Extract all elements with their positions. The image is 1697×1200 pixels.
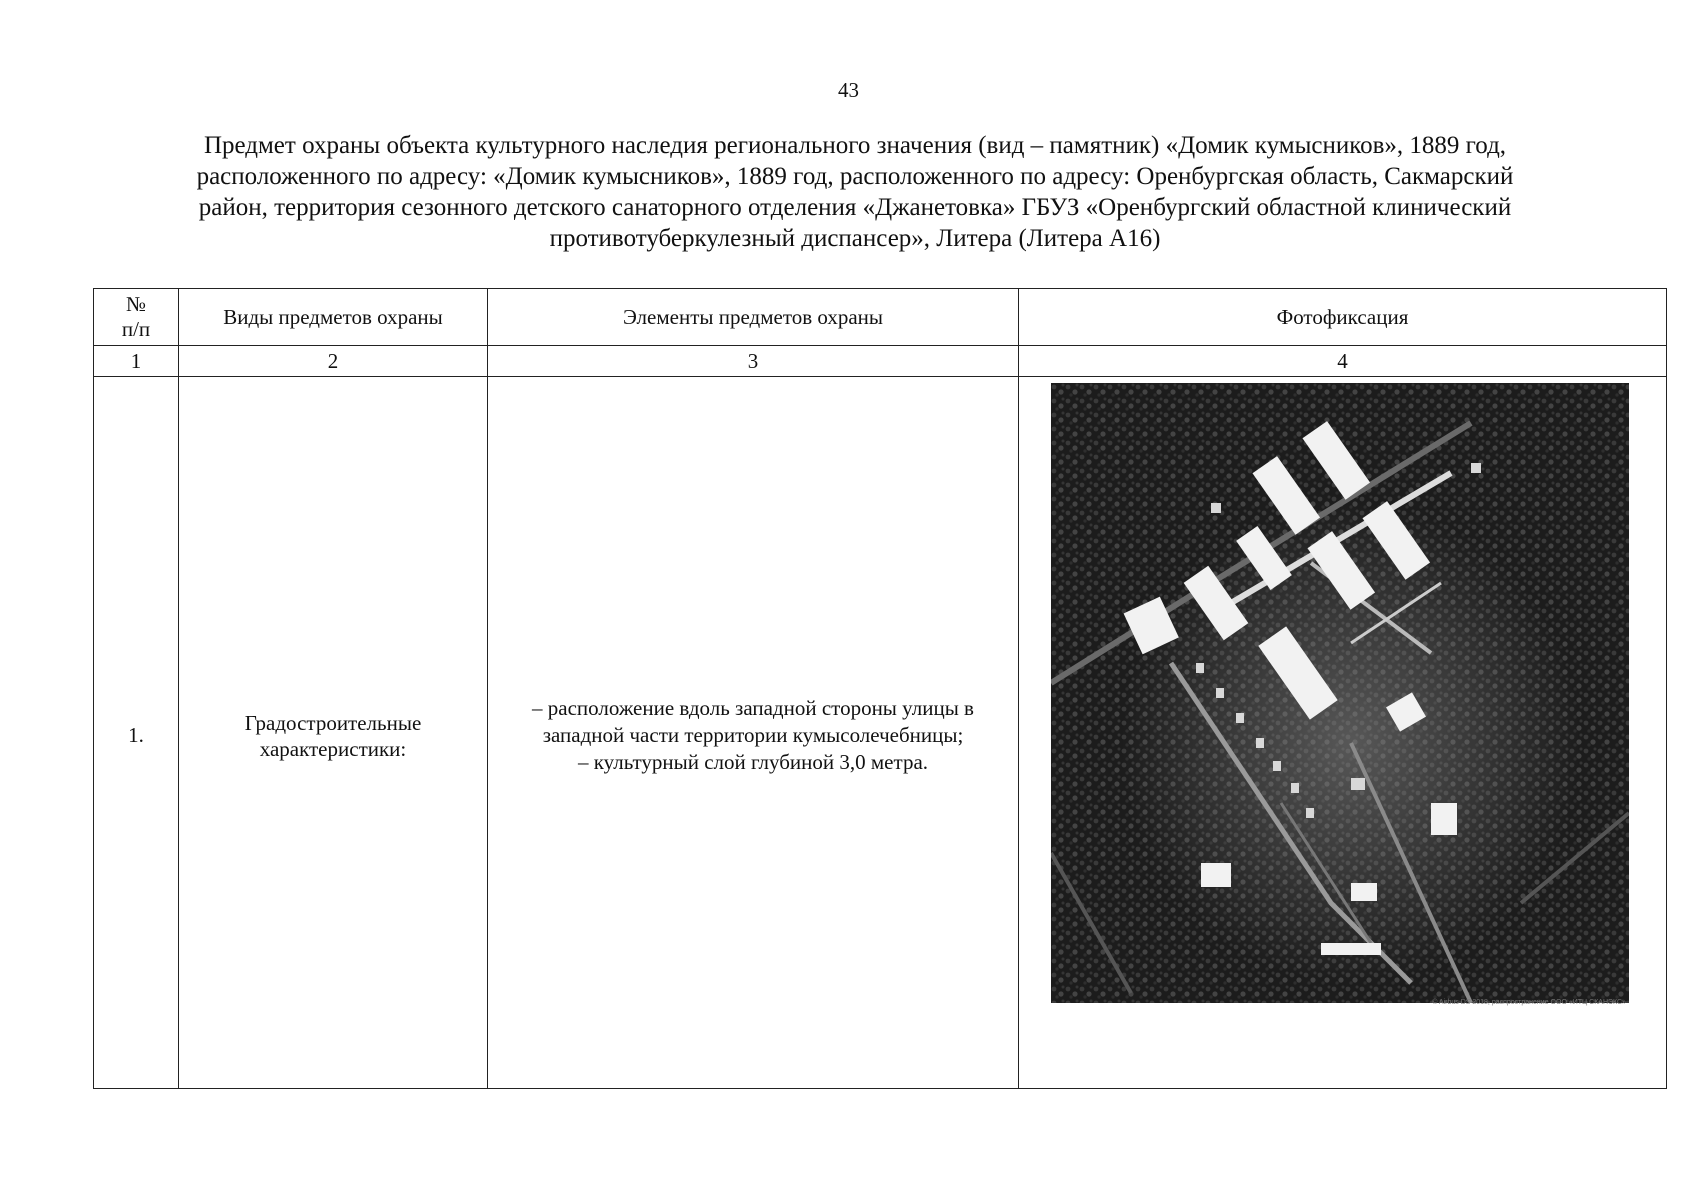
header-number bbox=[94, 289, 179, 346]
title-line: Предмет охраны объекта культурного наследия регионального значения (вид – памятник) «Домик кумысников», 1889 год, bbox=[203, 132, 1507, 159]
row-photo bbox=[1019, 377, 1667, 1089]
title-line: район, территория сезонного детского санаторного отделения «Джанетовка» ГБУЗ «Оренбургский областной клинический bbox=[198, 194, 1512, 221]
element-line: западной части территории кумысолечебницы; bbox=[542, 723, 964, 747]
column-number: 1 bbox=[94, 346, 179, 377]
row-elements bbox=[488, 377, 1019, 1089]
title-line: противотуберкулезный диспансер», Литера (Литера А16) bbox=[549, 225, 1161, 252]
element-line: – культурный слой глубиной 3,0 метра. bbox=[577, 750, 929, 774]
row-index: 1. bbox=[94, 377, 179, 1089]
page-number: 43 bbox=[838, 78, 859, 102]
column-number: 3 bbox=[488, 346, 1019, 377]
column-number: 4 bbox=[1019, 346, 1667, 377]
satellite-image-icon bbox=[1051, 383, 1629, 1003]
column-number: 2 bbox=[179, 346, 488, 377]
header-number-abbr: п/п bbox=[121, 317, 151, 341]
header-photo: Фотофиксация bbox=[1019, 289, 1667, 346]
header-elements: Элементы предметов охраны bbox=[488, 289, 1019, 346]
header-kind: Виды предметов охраны bbox=[179, 289, 488, 346]
row-kind: Градостроительные характеристики: bbox=[179, 377, 488, 1089]
table-row bbox=[94, 377, 1667, 1089]
table-header-row bbox=[94, 289, 1667, 346]
protection-table bbox=[93, 288, 1667, 1089]
header-number-symbol: № bbox=[125, 292, 147, 316]
element-line: – расположение вдоль западной стороны улицы в bbox=[532, 696, 974, 720]
document-title bbox=[110, 130, 1600, 254]
photo-credit: © Airbus DS 2018, распространение ООО «ИТЦ СКАНЭКС» bbox=[1432, 999, 1626, 1006]
title-line: расположенного по адресу: «Домик кумысников», 1889 год, расположенного по адресу: Оренбургская область, Сакмарский bbox=[196, 163, 1514, 190]
column-number-row bbox=[94, 346, 1667, 377]
